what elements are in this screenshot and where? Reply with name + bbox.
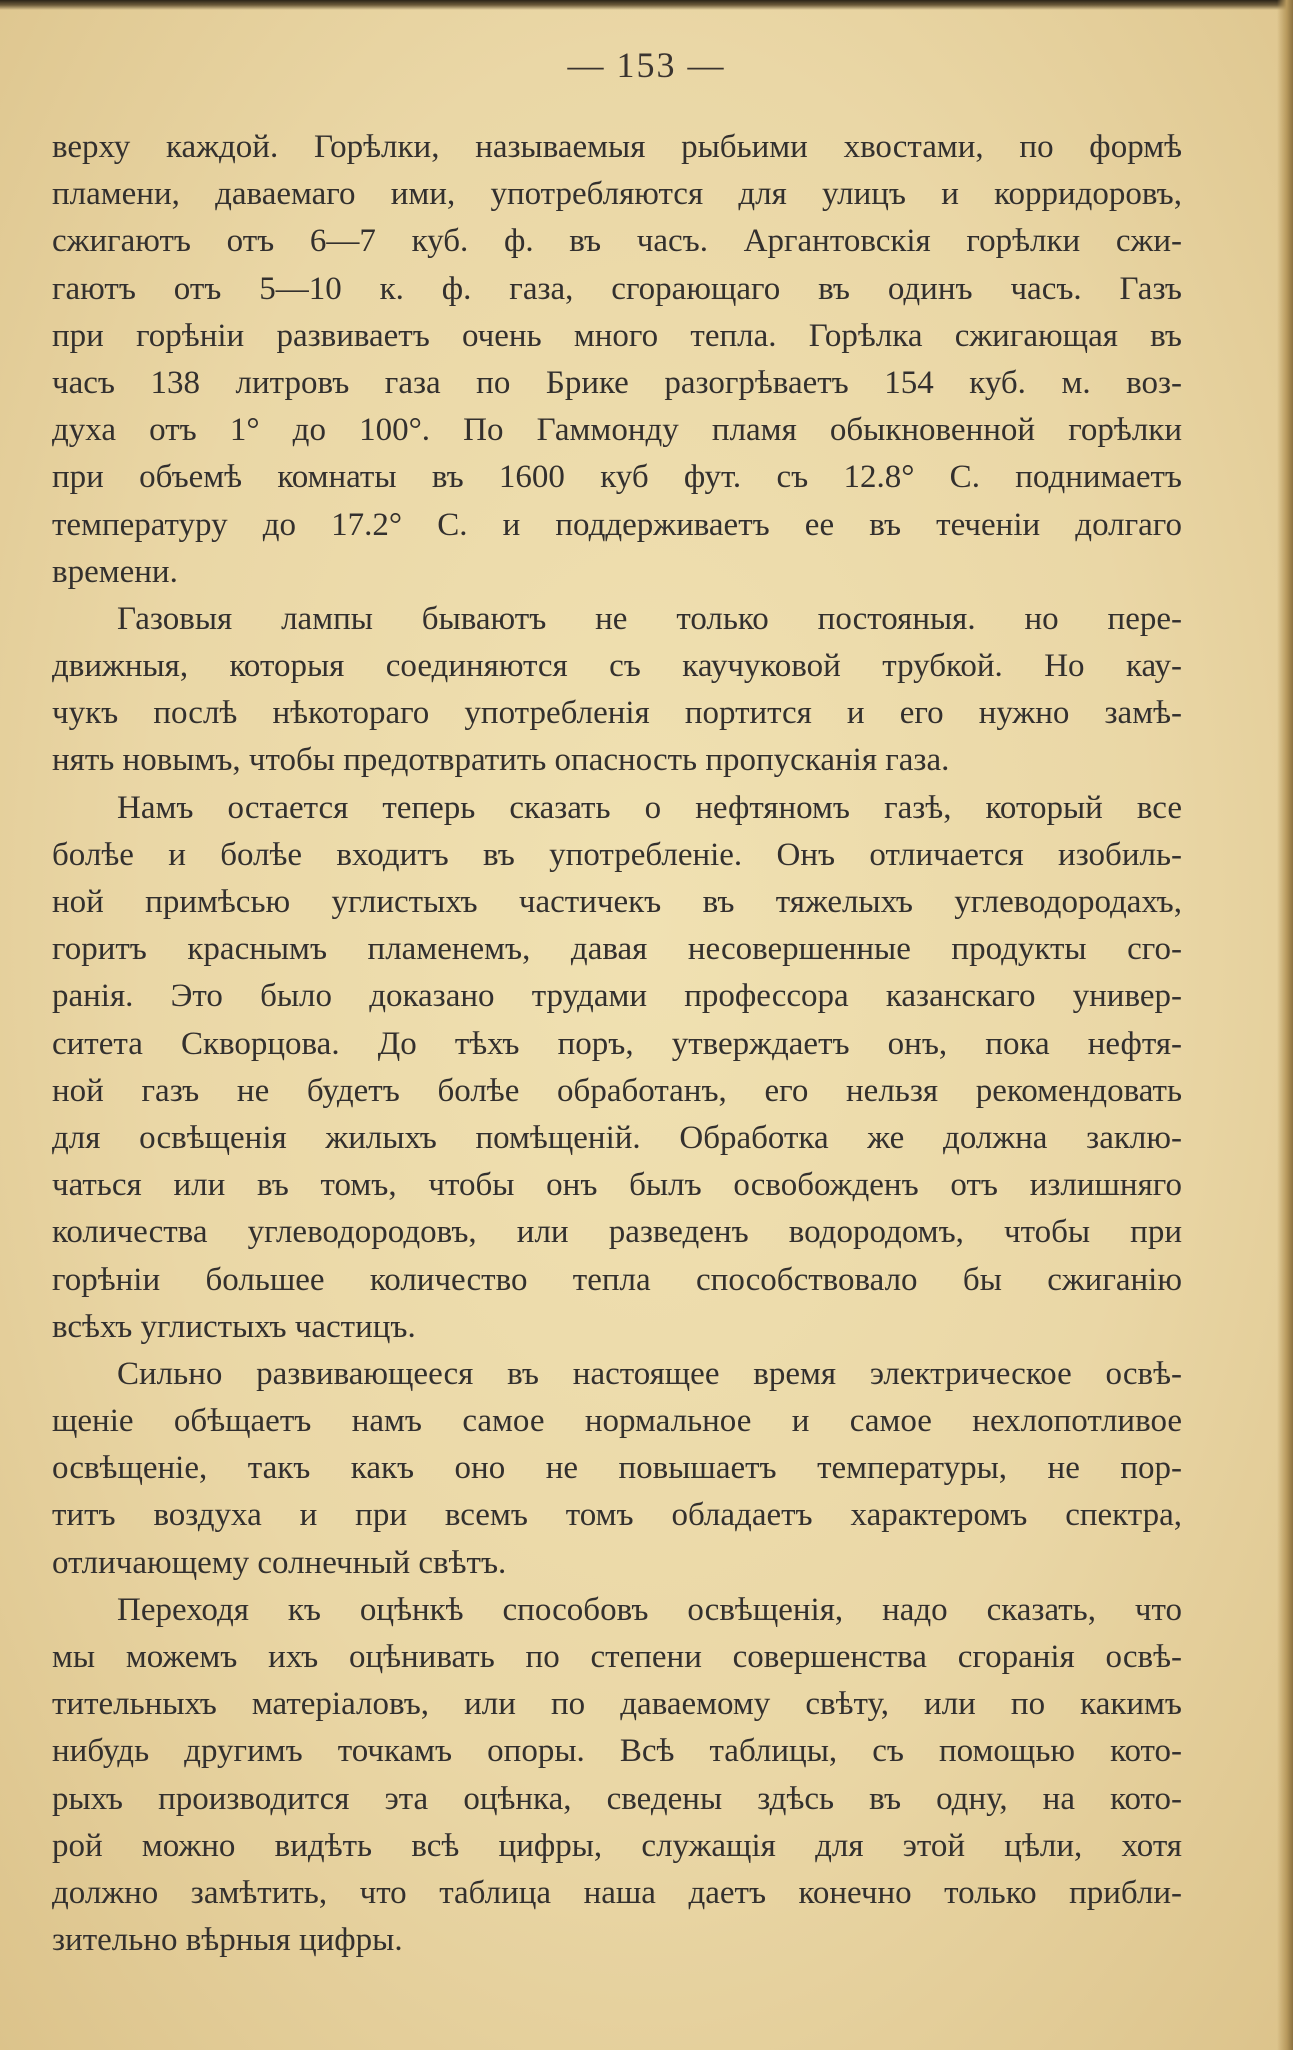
text-line: Намъ остается теперь сказать о нефтяномъ газѣ, который все xyxy=(117,789,1182,826)
text-line: времени. xyxy=(52,553,178,590)
text-line: движныя, которыя соединяются съ каучуковой трубкой. Но кау- xyxy=(52,648,1182,685)
text-line: чаться или въ томъ, чтобы онъ былъ освобожденъ отъ излишняго xyxy=(52,1167,1182,1204)
text-line: горитъ краснымъ пламенемъ, давая несовершенные продукты сго- xyxy=(52,931,1182,968)
text-line: ной примѣсью углистыхъ частичекъ въ тяжелыхъ углеводородахъ, xyxy=(52,884,1182,920)
text-line: пламени, даваемаго ими, употребляются для улицъ и корридоровъ, xyxy=(52,176,1182,213)
text-line: Сильно развивающееся въ настоящее время электрическое освѣ- xyxy=(117,1355,1182,1392)
page-right-edge xyxy=(1277,0,1293,2050)
text-line: ситета Скворцова. До тѣхъ поръ, утверждаетъ онъ, пока нефтя- xyxy=(52,1025,1182,1062)
text-line: ранія. Это было доказано трудами профессора казанскаго универ- xyxy=(52,978,1182,1015)
paragraph-2 xyxy=(52,596,1182,785)
text-line: отличающему солнечный свѣтъ. xyxy=(52,1544,507,1581)
paragraph-1 xyxy=(52,124,1182,596)
text-line: при горѣніи развиваетъ очень много тепла. Горѣлка сжигающая въ xyxy=(52,317,1182,354)
text-line: Переходя къ оцѣнкѣ способовъ освѣщенія, надо сказать, что xyxy=(117,1591,1182,1628)
text-line: освѣщеніе, такъ какъ оно не повышаетъ температуры, не пор- xyxy=(52,1450,1182,1487)
text-line: Газовыя лампы бываютъ не только постояныя. но пере- xyxy=(117,600,1182,637)
paragraph-3 xyxy=(52,785,1182,1351)
text-line: должно замѣтить, что таблица наша даетъ конечно только прибли- xyxy=(52,1874,1182,1911)
text-line: гаютъ отъ 5—10 к. ф. газа, сгорающаго въ одинъ часъ. Газъ xyxy=(52,270,1182,307)
text-line: рыхъ производится эта оцѣнка, сведены здѣсь въ одну, на кото- xyxy=(52,1780,1182,1817)
paragraph-5 xyxy=(52,1587,1182,1965)
text-line: всѣхъ углистыхъ частицъ. xyxy=(52,1308,416,1345)
text-line: болѣе и болѣе входитъ въ употребленіе. Онъ отличается изобиль- xyxy=(52,836,1182,873)
text-line: духа отъ 1° до 100°. По Гаммонду пламя обыкновенной горѣлки xyxy=(52,412,1182,449)
text-line: титъ воздуха и при всемъ томъ обладаетъ характеромъ спектра, xyxy=(52,1497,1182,1534)
text-line: мы можемъ ихъ оцѣнивать по степени совершенства сгоранія освѣ- xyxy=(52,1639,1182,1675)
text-line: для освѣщенія жилыхъ помѣщеній. Обработка же должна заклю- xyxy=(52,1119,1182,1156)
text-line: тительныхъ матеріаловъ, или по даваемому свѣту, или по какимъ xyxy=(52,1686,1182,1723)
text-line: щеніе обѣщаетъ намъ самое нормальное и самое нехлопотливое xyxy=(52,1403,1182,1440)
text-line: при объемѣ комнаты въ 1600 куб фут. съ 12.8° С. поднимаетъ xyxy=(52,459,1182,496)
text-line: ной газъ не будетъ болѣе обработанъ, его нельзя рекомендовать xyxy=(52,1072,1182,1109)
text-line: температуру до 17.2° С. и поддерживаетъ ее въ теченіи долгаго xyxy=(52,506,1182,543)
text-line: верху каждой. Горѣлки, называемыя рыбьими хвостами, по формѣ xyxy=(52,129,1182,165)
text-line: нибудь другимъ точкамъ опоры. Всѣ таблицы, съ помощью кото- xyxy=(52,1733,1182,1770)
text-line: количества углеводородовъ, или разведенъ водородомъ, чтобы при xyxy=(52,1214,1182,1251)
text-line: нять новымъ, чтобы предотвратить опасность пропусканія газа. xyxy=(52,742,950,779)
text-line: чукъ послѣ нѣкотораго употребленія портится и его нужно замѣ- xyxy=(52,695,1182,732)
text-line: рой можно видѣть всѣ цифры, служащія для этой цѣли, хотя xyxy=(52,1827,1182,1864)
text-line: зительно вѣрныя цифры. xyxy=(52,1922,403,1959)
text-line: часъ 138 литровъ газа по Брике разогрѣваетъ 154 куб. м. воз- xyxy=(52,364,1182,401)
page-top-edge xyxy=(0,0,1293,10)
body-text xyxy=(52,124,1182,1964)
page-number: — 153 — xyxy=(567,45,726,85)
paragraph-4 xyxy=(52,1351,1182,1587)
text-line: сжигаютъ отъ 6—7 куб. ф. въ часъ. Аргантовскія горѣлки сжи- xyxy=(52,223,1182,260)
text-line: горѣніи большее количество тепла способствовало бы сжиганію xyxy=(52,1261,1182,1298)
